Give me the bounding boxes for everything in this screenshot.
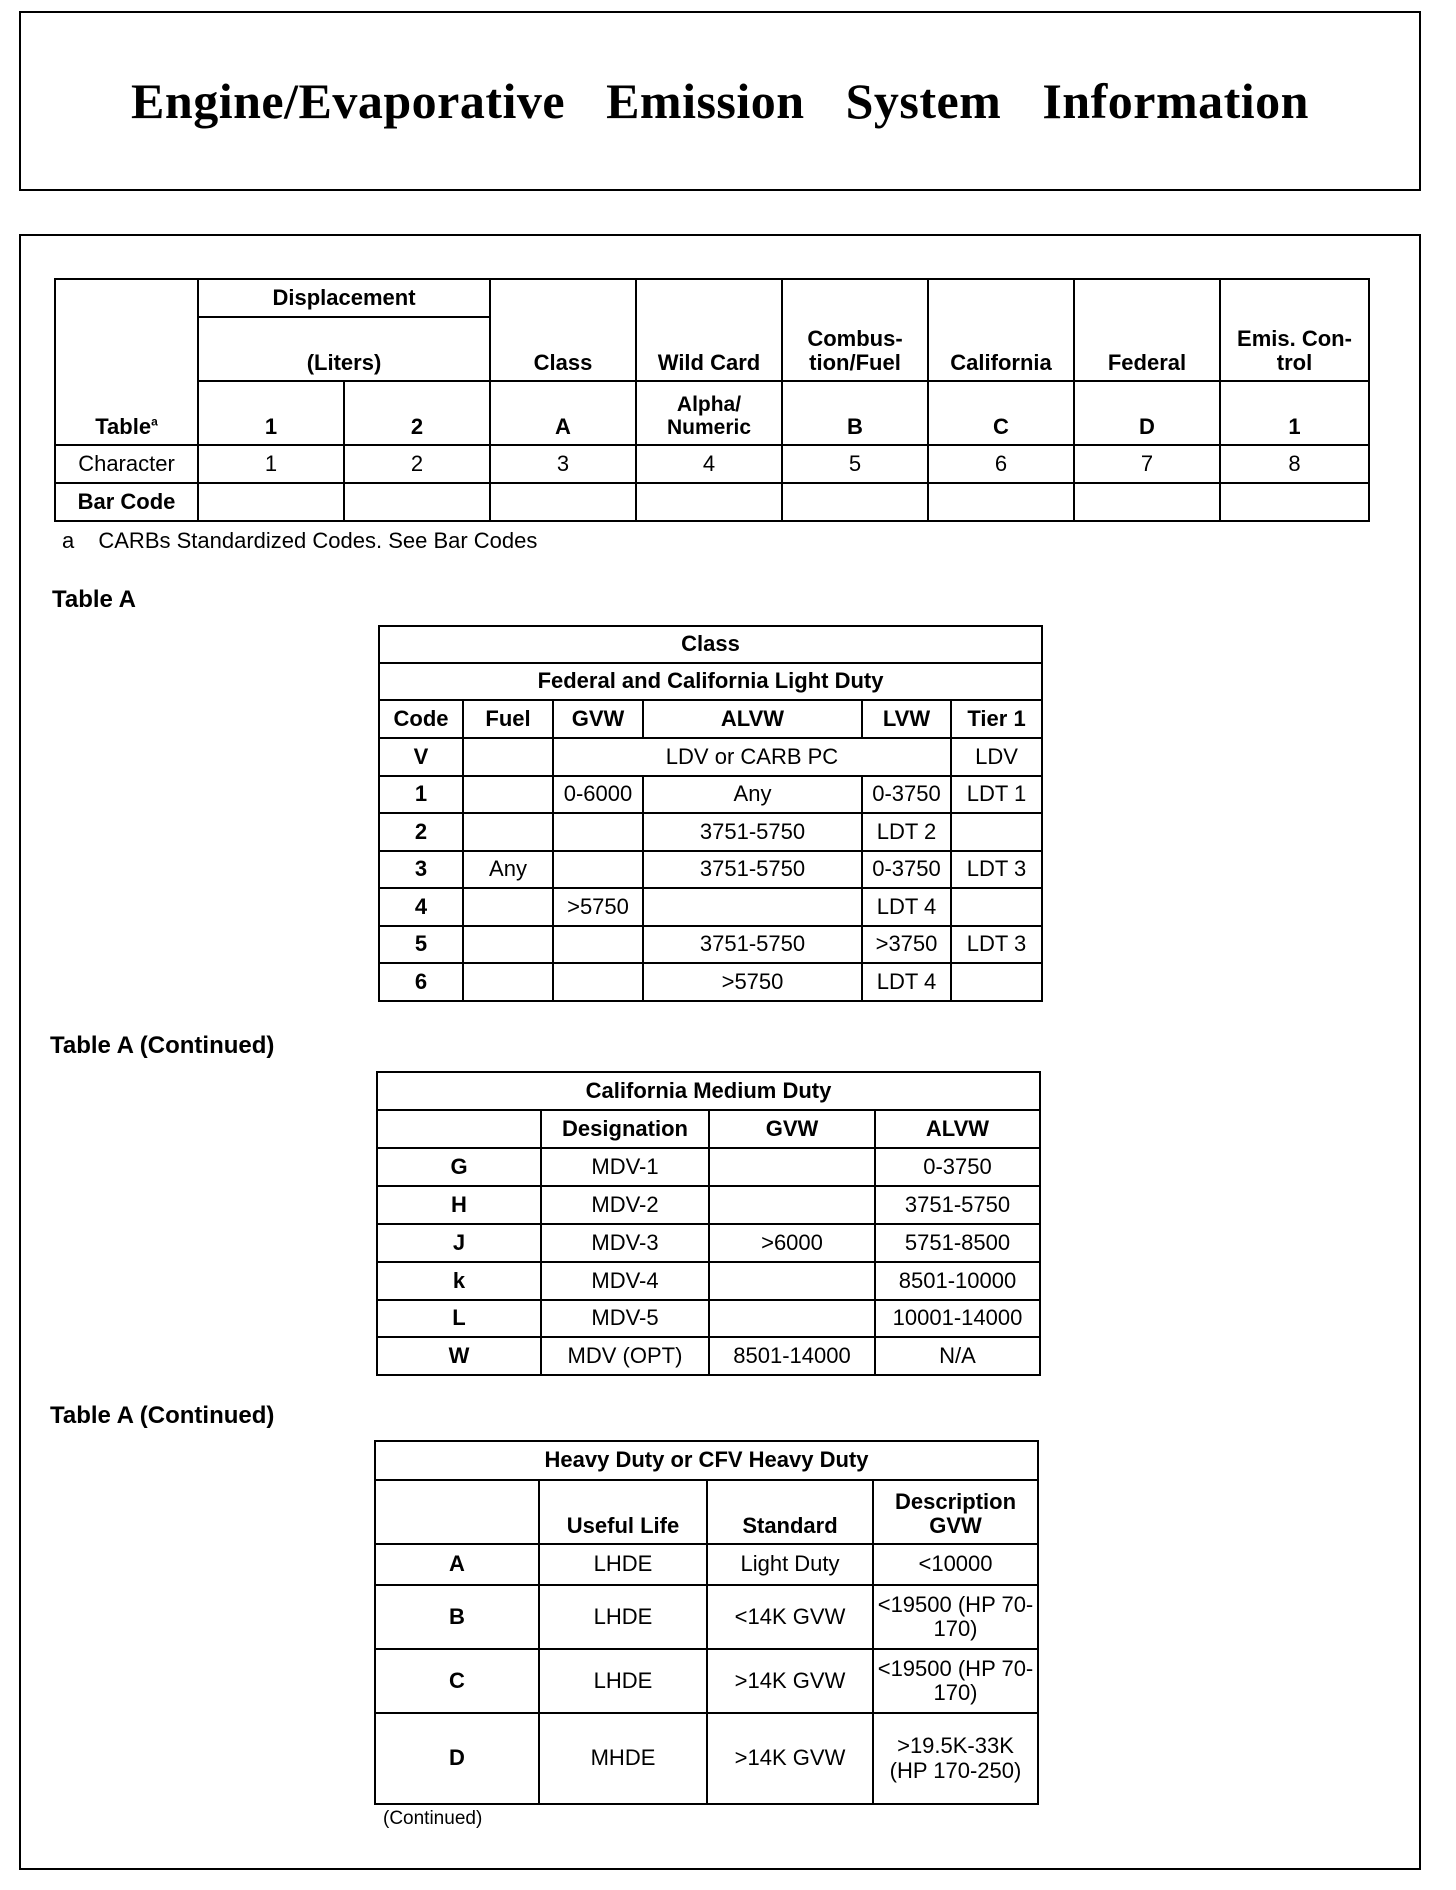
table-a-cell: 0-3750 bbox=[862, 851, 951, 888]
heavy-duty-cell: >14K GVW bbox=[707, 1713, 873, 1804]
bar-code-cell bbox=[198, 483, 344, 521]
table-a-cell: LDT 4 bbox=[862, 888, 951, 926]
table-a-title: Class bbox=[379, 626, 1042, 663]
california-header: California bbox=[928, 279, 1074, 381]
table-a-header: Tier 1 bbox=[951, 700, 1042, 738]
table-a-cont2-label: Table A (Continued) bbox=[50, 1402, 275, 1429]
heavy-duty-cell: Light Duty bbox=[707, 1544, 873, 1585]
heavy-duty-cell: LHDE bbox=[539, 1544, 707, 1585]
table-a-cell bbox=[951, 888, 1042, 926]
table-cell: Alpha/ Numeric bbox=[636, 381, 782, 445]
table-a-header: LVW bbox=[862, 700, 951, 738]
table-cell: 1 bbox=[1220, 381, 1369, 445]
medium-duty-cell: MDV-4 bbox=[541, 1262, 709, 1300]
corner-cell bbox=[55, 279, 198, 381]
bar-code-cell bbox=[928, 483, 1074, 521]
table-a-header: Fuel bbox=[463, 700, 553, 738]
medium-duty-cell: MDV-3 bbox=[541, 1224, 709, 1262]
class-header: Class bbox=[490, 279, 636, 381]
table-a-code: 3 bbox=[379, 851, 463, 888]
table-cell: 2 bbox=[344, 381, 490, 445]
medium-duty-header: ALVW bbox=[875, 1110, 1040, 1148]
table-a-cell: LDT 4 bbox=[862, 963, 951, 1001]
table-a-cell: LDT 3 bbox=[951, 851, 1042, 888]
table-label-sup: a bbox=[151, 414, 158, 429]
continued-note: (Continued) bbox=[383, 1808, 483, 1829]
heavy-duty-cell: <19500 (HP 70-170) bbox=[873, 1649, 1038, 1713]
character-cell: 6 bbox=[928, 445, 1074, 483]
character-cell: 3 bbox=[490, 445, 636, 483]
heavy-duty-code: B bbox=[375, 1585, 539, 1649]
table-a-header: GVW bbox=[553, 700, 643, 738]
liters-header: (Liters) bbox=[198, 317, 490, 381]
table-a-cell bbox=[553, 813, 643, 851]
table-a-medium-duty bbox=[376, 1071, 1041, 1376]
medium-duty-title: California Medium Duty bbox=[377, 1072, 1040, 1110]
table-a-subtitle: Federal and California Light Duty bbox=[379, 663, 1042, 700]
medium-duty-cell bbox=[709, 1186, 875, 1224]
table-a-cell bbox=[463, 738, 553, 776]
table-a-cell: >5750 bbox=[553, 888, 643, 926]
character-cell: 4 bbox=[636, 445, 782, 483]
medium-duty-header: Designation bbox=[541, 1110, 709, 1148]
medium-duty-cell: MDV (OPT) bbox=[541, 1337, 709, 1375]
table-a-cell: LDV bbox=[951, 738, 1042, 776]
table-cell: A bbox=[490, 381, 636, 445]
table-a-header: ALVW bbox=[643, 700, 862, 738]
table-a-code: 2 bbox=[379, 813, 463, 851]
table-a-cell: Any bbox=[643, 776, 862, 813]
medium-duty-header: GVW bbox=[709, 1110, 875, 1148]
character-cell: 1 bbox=[198, 445, 344, 483]
emis-control-header: Emis. Con-trol bbox=[1220, 279, 1369, 381]
medium-duty-code: H bbox=[377, 1186, 541, 1224]
bar-code-cell bbox=[782, 483, 928, 521]
medium-duty-cell: 8501-10000 bbox=[875, 1262, 1040, 1300]
bar-code-cell bbox=[490, 483, 636, 521]
medium-duty-header bbox=[377, 1110, 541, 1148]
heavy-duty-cell: <19500 (HP 70-170) bbox=[873, 1585, 1038, 1649]
combustion-fuel-header: Combus-tion/Fuel bbox=[782, 279, 928, 381]
character-label: Character bbox=[55, 445, 198, 483]
table-cell: C bbox=[928, 381, 1074, 445]
table-a-merged-cell: LDV or CARB PC bbox=[553, 738, 951, 776]
table-a-cell bbox=[463, 963, 553, 1001]
medium-duty-cell: MDV-5 bbox=[541, 1300, 709, 1337]
wild-card-header: Wild Card bbox=[636, 279, 782, 381]
table-a-cell bbox=[553, 926, 643, 963]
table-a-cell bbox=[463, 926, 553, 963]
table-a-cell bbox=[463, 776, 553, 813]
table-label: Table bbox=[95, 413, 152, 439]
medium-duty-cell: >6000 bbox=[709, 1224, 875, 1262]
heavy-duty-header: Useful Life bbox=[539, 1480, 707, 1544]
table-a-cell bbox=[463, 813, 553, 851]
table-a-code: 5 bbox=[379, 926, 463, 963]
heavy-duty-cell: LHDE bbox=[539, 1649, 707, 1713]
medium-duty-cell: 10001-14000 bbox=[875, 1300, 1040, 1337]
table-a-cell: >5750 bbox=[643, 963, 862, 1001]
medium-duty-cell bbox=[709, 1300, 875, 1337]
bar-code-cell bbox=[1074, 483, 1220, 521]
medium-duty-code: k bbox=[377, 1262, 541, 1300]
heavy-duty-code: A bbox=[375, 1544, 539, 1585]
table-a-cell: 3751-5750 bbox=[643, 813, 862, 851]
table-a-cell: Any bbox=[463, 851, 553, 888]
table-a-cell: 0-6000 bbox=[553, 776, 643, 813]
heavy-duty-header bbox=[375, 1480, 539, 1544]
heavy-duty-cell: MHDE bbox=[539, 1713, 707, 1804]
table-a-cell: 0-3750 bbox=[862, 776, 951, 813]
federal-header: Federal bbox=[1074, 279, 1220, 381]
medium-duty-code: W bbox=[377, 1337, 541, 1375]
heavy-duty-code: D bbox=[375, 1713, 539, 1804]
bar-code-cell bbox=[1220, 483, 1369, 521]
heavy-duty-title: Heavy Duty or CFV Heavy Duty bbox=[375, 1441, 1038, 1480]
medium-duty-code: G bbox=[377, 1148, 541, 1186]
table-cell: 1 bbox=[198, 381, 344, 445]
footnote-text: CARBs Standardized Codes. See Bar Codes bbox=[98, 528, 538, 553]
footnote bbox=[62, 528, 537, 554]
table-a-cell: 3751-5750 bbox=[643, 851, 862, 888]
table-a-cell: LDT 2 bbox=[862, 813, 951, 851]
heavy-duty-cell: LHDE bbox=[539, 1585, 707, 1649]
heavy-duty-header: Description GVW bbox=[873, 1480, 1038, 1544]
medium-duty-cell bbox=[709, 1148, 875, 1186]
bar-code-label: Bar Code bbox=[55, 483, 198, 521]
heavy-duty-cell: <10000 bbox=[873, 1544, 1038, 1585]
table-a-cell: LDT 1 bbox=[951, 776, 1042, 813]
table-label-cell bbox=[55, 381, 198, 445]
table-a-code: V bbox=[379, 738, 463, 776]
heavy-duty-cell: >14K GVW bbox=[707, 1649, 873, 1713]
medium-duty-cell: 5751-8500 bbox=[875, 1224, 1040, 1262]
table-a-cell bbox=[463, 888, 553, 926]
table-a-cell: LDT 3 bbox=[951, 926, 1042, 963]
medium-duty-cell: MDV-1 bbox=[541, 1148, 709, 1186]
table-a bbox=[378, 625, 1043, 1002]
table-a-label: Table A bbox=[52, 586, 137, 613]
table-a-cont1-label: Table A (Continued) bbox=[50, 1032, 275, 1059]
table-a-cell bbox=[553, 851, 643, 888]
table-a-code: 6 bbox=[379, 963, 463, 1001]
medium-duty-cell: MDV-2 bbox=[541, 1186, 709, 1224]
bar-code-cell bbox=[344, 483, 490, 521]
heavy-duty-code: C bbox=[375, 1649, 539, 1713]
medium-duty-code: J bbox=[377, 1224, 541, 1262]
medium-duty-cell: N/A bbox=[875, 1337, 1040, 1375]
table-a-heavy-duty bbox=[374, 1440, 1039, 1805]
table-a-cell bbox=[553, 963, 643, 1001]
table-a-cell bbox=[643, 888, 862, 926]
table-cell: D bbox=[1074, 381, 1220, 445]
table-a-header: Code bbox=[379, 700, 463, 738]
table-a-cell bbox=[951, 813, 1042, 851]
table-a-code: 4 bbox=[379, 888, 463, 926]
page-title: Engine/Evaporative Emission System Information bbox=[131, 73, 1309, 129]
table-a-cell bbox=[951, 963, 1042, 1001]
character-cell: 5 bbox=[782, 445, 928, 483]
title-box bbox=[19, 11, 1421, 191]
heavy-duty-header: Standard bbox=[707, 1480, 873, 1544]
footnote-marker: a bbox=[62, 528, 75, 553]
vin-character-table bbox=[54, 278, 1370, 522]
table-a-cell: >3750 bbox=[862, 926, 951, 963]
character-cell: 7 bbox=[1074, 445, 1220, 483]
table-cell: B bbox=[782, 381, 928, 445]
table-a-code: 1 bbox=[379, 776, 463, 813]
bar-code-cell bbox=[636, 483, 782, 521]
character-cell: 8 bbox=[1220, 445, 1369, 483]
medium-duty-code: L bbox=[377, 1300, 541, 1337]
heavy-duty-cell: >19.5K-33K (HP 170-250) bbox=[873, 1713, 1038, 1804]
medium-duty-cell: 3751-5750 bbox=[875, 1186, 1040, 1224]
medium-duty-cell: 8501-14000 bbox=[709, 1337, 875, 1375]
heavy-duty-cell: <14K GVW bbox=[707, 1585, 873, 1649]
character-cell: 2 bbox=[344, 445, 490, 483]
medium-duty-cell: 0-3750 bbox=[875, 1148, 1040, 1186]
medium-duty-cell bbox=[709, 1262, 875, 1300]
table-a-cell: 3751-5750 bbox=[643, 926, 862, 963]
displacement-header: Displacement bbox=[198, 279, 490, 317]
